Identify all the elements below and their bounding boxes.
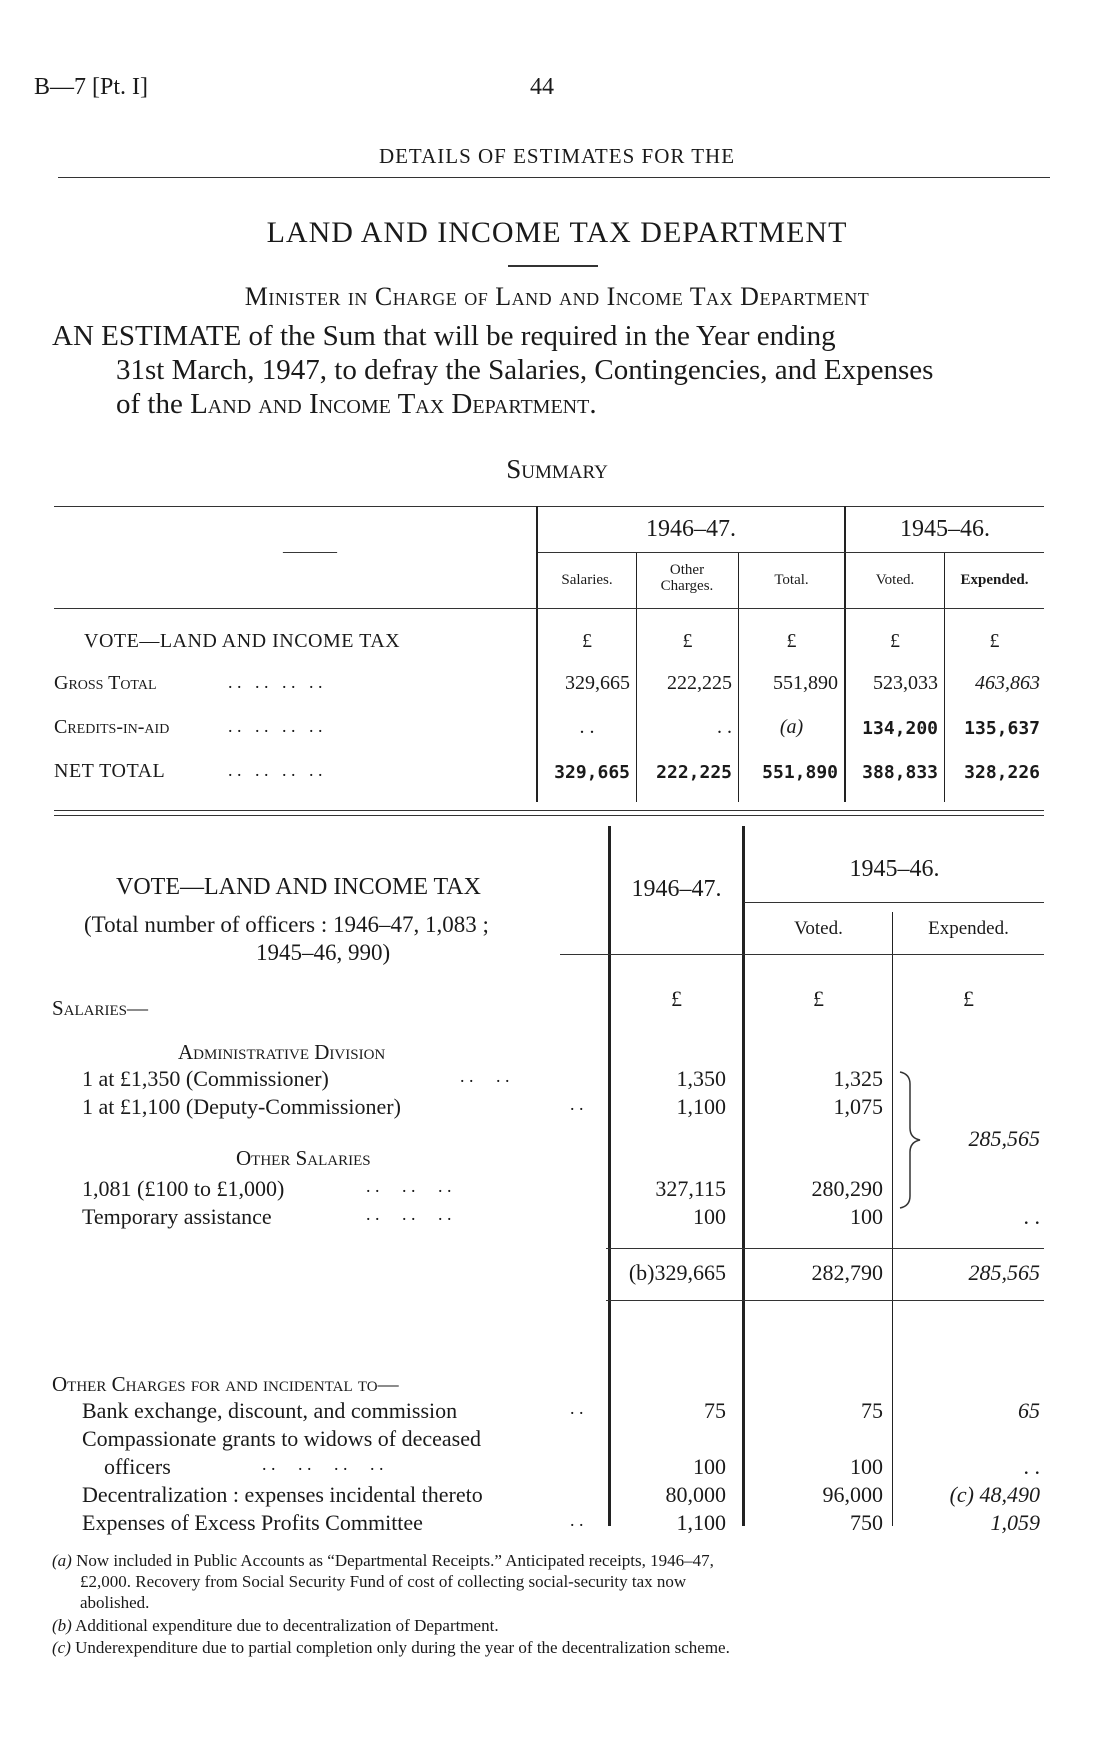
summary-currency-2: £ <box>682 630 693 652</box>
summary-col-salaries: Salaries. <box>561 572 613 588</box>
salary-row-dots: . . . . . . <box>366 1204 452 1224</box>
summary-vline-mid <box>844 506 846 802</box>
summary-row-label: Credits-in-aid <box>54 716 170 738</box>
summary-top-rule <box>54 506 1044 507</box>
summary-net-total: 551,890 <box>762 762 838 783</box>
footnote-c-text: Underexpenditure due to partial completion only during the year of the decentralization scheme. <box>75 1638 730 1657</box>
charge-voted-value: 75 <box>861 1398 883 1423</box>
summary-gross-salaries: 329,665 <box>565 672 630 694</box>
charge-row-label: Bank exchange, discount, and commission <box>82 1398 458 1423</box>
page-number: 44 <box>530 74 554 100</box>
salary-voted-value: 280,290 <box>811 1176 883 1201</box>
charge-expended-value: . . <box>1023 1454 1040 1479</box>
salary-row-label: 1 at £1,100 (Deputy-Commissioner) <box>82 1094 401 1119</box>
detail-vote-title: VOTE—LAND AND INCOME TAX <box>116 874 481 900</box>
detail-currency-voted: £ <box>813 986 824 1011</box>
summary-gross-other: 222,225 <box>667 672 732 694</box>
department-title: LAND AND INCOME TAX DEPARTMENT <box>266 216 848 249</box>
summary-bottom-rule-2 <box>54 815 1044 816</box>
detail-currency-current: £ <box>671 986 682 1011</box>
summary-row-dots: . . . . . . . . <box>228 760 323 780</box>
other-charges-heading: Other Charges for and incidental to— <box>52 1372 399 1396</box>
charge-current-value: 1,100 <box>676 1510 726 1535</box>
estimate-dept: Land and Income Tax Department. <box>190 388 597 420</box>
charge-voted-value: 96,000 <box>822 1482 883 1507</box>
detail-col-expended: Expended. <box>928 918 1009 939</box>
charge-expended-value: 1,059 <box>990 1510 1040 1535</box>
summary-year-rule <box>538 552 1044 553</box>
summary-gross-expended: 463,863 <box>975 672 1040 694</box>
salaries-total-rule <box>606 1248 1044 1249</box>
other-salaries-heading: Other Salaries <box>236 1146 371 1170</box>
summary-row-label: NET TOTAL <box>54 760 166 782</box>
summary-vote-label: VOTE—LAND AND INCOME TAX <box>84 630 401 652</box>
charge-current-value: 100 <box>693 1454 726 1479</box>
summary-col-voted: Voted. <box>875 572 915 588</box>
summary-vline-1 <box>536 506 538 802</box>
charge-current-value: 75 <box>704 1398 726 1423</box>
summary-credits-salaries: . . <box>579 716 595 738</box>
detail-currency-expended: £ <box>963 986 974 1011</box>
footnote-b-text: Additional expenditure due to decentralization of Department. <box>75 1616 499 1635</box>
charge-row-label: Expenses of Excess Profits Committee <box>82 1510 423 1535</box>
salaries-total-expended: 285,565 <box>968 1260 1040 1285</box>
summary-row-dots: . . . . . . . . <box>228 716 323 736</box>
charge-row-dots: . . . . . . . . <box>262 1454 384 1474</box>
summary-credits-total: (a) <box>779 716 804 738</box>
summary-row-label: Gross Total <box>54 672 157 694</box>
summary-credits-voted: 134,200 <box>862 718 938 739</box>
salary-expended-value: . . <box>1023 1204 1040 1229</box>
charge-row-label: Decentralization : expenses incidental thereto <box>82 1482 483 1507</box>
detail-head-rule <box>560 954 1044 955</box>
salaries-total-bottom-rule <box>606 1300 1044 1301</box>
salary-row-label: 1,081 (£100 to £1,000) <box>82 1176 285 1201</box>
salary-voted-value: 100 <box>850 1204 883 1229</box>
admin-division-heading: Administrative Division <box>178 1040 386 1064</box>
bracket-expended-value: 285,565 <box>968 1126 1040 1151</box>
detail-col-current: 1946–47. <box>631 876 722 902</box>
salary-voted-value: 1,325 <box>833 1066 883 1091</box>
summary-credits-other: . . <box>717 716 732 738</box>
summary-head-rule <box>54 608 1044 609</box>
summary-row-dots: . . . . . . . . <box>228 672 323 692</box>
charge-voted-value: 750 <box>850 1510 883 1535</box>
minister-line: Minister in Charge of Land and Income Tax Department <box>244 282 870 311</box>
salaries-total-voted: 282,790 <box>811 1260 883 1285</box>
title-rule <box>508 265 598 267</box>
summary-currency-3: £ <box>786 630 797 652</box>
summary-year-current: 1946–47. <box>646 516 736 542</box>
summary-col-expended: Expended. <box>960 572 1029 588</box>
salary-row-dots: . . <box>570 1094 584 1114</box>
salaries-total-current: (b)329,665 <box>628 1260 726 1285</box>
detail-year-rule <box>744 902 1044 903</box>
summary-net-salaries: 329,665 <box>554 762 630 783</box>
summary-gross-total: 551,890 <box>773 672 838 694</box>
salaries-heading: Salaries— <box>52 996 149 1020</box>
charge-current-value: 80,000 <box>665 1482 726 1507</box>
footnote-b-mark: (b) <box>52 1616 72 1635</box>
charge-row-label: Compassionate grants to widows of deceased <box>82 1426 481 1451</box>
salary-row-dots: . . . . <box>460 1066 510 1086</box>
summary-col-total: Total. <box>774 572 809 588</box>
charge-row-dots: . . <box>570 1510 584 1530</box>
header-rule <box>58 177 1050 178</box>
charge-expended-value: (c) 48,490 <box>949 1482 1040 1507</box>
estimate-line-2: 31st March, 1947, to defray the Salaries, Contingencies, and Expenses <box>116 354 934 386</box>
summary-title: Summary <box>506 454 608 484</box>
footnote-c <box>52 1638 730 1658</box>
salary-current-value: 1,350 <box>676 1066 726 1091</box>
salary-row-dots: . . . . . . <box>366 1176 452 1196</box>
footnote-c-mark: (c) <box>52 1638 71 1657</box>
summary-currency-4: £ <box>890 630 900 652</box>
detail-officers-line-2: 1945–46, 990) <box>256 940 391 965</box>
summary-gross-voted: 523,033 <box>873 672 938 694</box>
estimate-line-3 <box>116 388 597 421</box>
footnote-a-line-2: £2,000. Recovery from Social Security Fund of cost of collecting social-security tax now <box>80 1572 687 1591</box>
estimate-line-1: AN ESTIMATE of the Sum that will be required in the Year ending <box>52 320 836 352</box>
details-line: DETAILS OF ESTIMATES FOR THE <box>378 144 736 168</box>
summary-net-expended: 328,226 <box>964 762 1040 783</box>
summary-currency-5: £ <box>989 630 1000 652</box>
footnote-a-line-1: Now included in Public Accounts as “Departmental Receipts.” Anticipated receipts, 1946–47, <box>76 1551 714 1570</box>
summary-bottom-rule <box>54 810 1044 811</box>
charge-row-dots: . . <box>570 1398 584 1418</box>
salary-current-value: 1,100 <box>676 1094 726 1119</box>
charge-voted-value: 100 <box>850 1454 883 1479</box>
salary-voted-value: 1,075 <box>833 1094 883 1119</box>
detail-col-voted: Voted. <box>794 918 843 939</box>
detail-officers-line-1: (Total number of officers : 1946–47, 1,083 ; <box>84 912 489 937</box>
page-ref: B—7 [Pt. I] <box>34 74 148 100</box>
summary-stub-dash: ——— <box>283 541 337 561</box>
footnote-a-line-3: abolished. <box>80 1593 150 1612</box>
summary-credits-expended: 135,637 <box>964 718 1040 739</box>
summary-year-previous: 1945–46. <box>900 516 990 542</box>
estimate-line-3-prefix: of the <box>116 388 191 420</box>
summary-net-voted: 388,833 <box>862 762 938 783</box>
detail-col-previous: 1945–46. <box>849 856 940 882</box>
summary-currency-1: £ <box>582 630 592 652</box>
salary-row-label: 1 at £1,350 (Commissioner) <box>82 1066 329 1091</box>
salary-row-label: Temporary assistance <box>82 1204 272 1229</box>
footnote-a-mark: (a) <box>52 1551 72 1570</box>
summary-col-other: Other Charges. <box>660 562 714 594</box>
salary-current-value: 327,115 <box>655 1176 726 1201</box>
salary-current-value: 100 <box>693 1204 726 1229</box>
charge-expended-value: 65 <box>1018 1398 1040 1423</box>
footnote-a <box>52 1550 1042 1613</box>
summary-net-other: 222,225 <box>656 762 732 783</box>
charge-row-label-2: officers <box>104 1454 171 1479</box>
footnote-b <box>52 1616 499 1636</box>
